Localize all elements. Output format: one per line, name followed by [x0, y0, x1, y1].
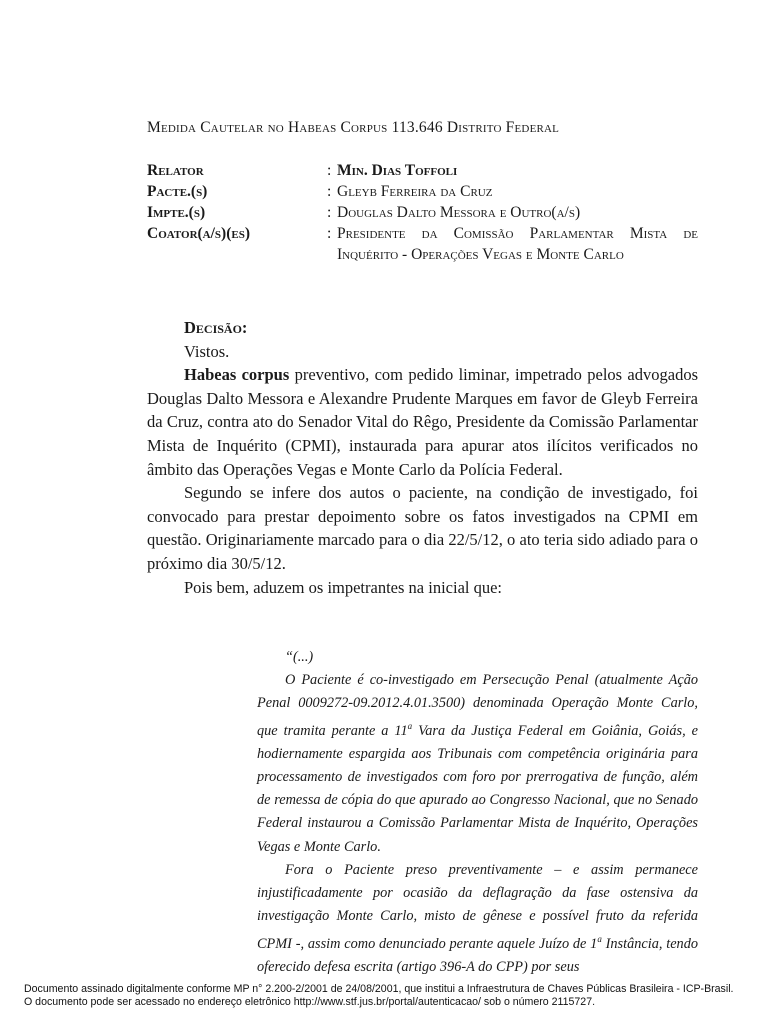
party-label: Impte.(s) [147, 204, 206, 221]
ordinal-superscript: a [407, 721, 413, 732]
quote-text: O Paciente é co-investigado em Persecução Penal (atualmente Ação Penal 0009272-09.2012.4.01.3500) denominada Operação Monte Carlo, que tramita perante a 11 [257, 672, 698, 740]
party-value: Presidente da Comissão Parlamentar Mista de Inquérito - Operações Vegas e Monte Carlo [337, 225, 698, 263]
quote-text: Vara da Justiça Federal em Goiânia, Goiás, e hodiernamente espargida aos Tribunais com competência originária para processamento de investigados com foro por prerrogativa de função, além de remessa de cópia do que apurado ao Congresso Nacional, que no Senado Federal instaurou a Comissão Parlamentar Mista de Inquérito, Operações Vegas e Monte Carlo. [257, 723, 698, 855]
party-value: Gleyb Ferreira da Cruz [337, 183, 493, 200]
habeas-corpus-term: Habeas corpus [184, 365, 290, 385]
parties-block [147, 160, 698, 265]
party-colon: : [327, 162, 332, 179]
paragraph-1 [147, 363, 698, 481]
quote-text: Instância, tendo oferecido defesa escrita (artigo 396-A do CPP) por seus [257, 935, 698, 975]
party-label: Relator [147, 162, 204, 179]
party-row-impte [147, 202, 698, 223]
decision-body [147, 316, 698, 599]
paragraph-1-text: preventivo, com pedido liminar, impetrado pelos advogados Douglas Dalto Messora e Alexandre Prudente Marques em favor de Gleyb Ferreira da Cruz, contra ato do Senador Vital do Rêgo, Presidente da Comissão Parlamentar Mista de Inquérito (CPMI), instaurada para apurar atos ilícitos verificados no âmbito das Operações Vegas e Monte Carlo da Polícia Federal. [147, 365, 698, 479]
document-title: Medida Cautelar no Habeas Corpus 113.646 Distrito Federal [147, 119, 560, 136]
decision-heading: Decisão: [184, 318, 248, 337]
party-row-pacte [147, 181, 698, 202]
quote-open: “(...) [285, 649, 314, 665]
party-row-coator [147, 223, 698, 265]
party-row-relator [147, 160, 698, 181]
vistos-line: Vistos. [184, 341, 230, 361]
quote-paragraph-1 [257, 669, 698, 859]
party-colon: : [327, 225, 332, 242]
party-label: Pacte.(s) [147, 183, 208, 200]
party-value: Douglas Dalto Messora e Outro(a/s) [337, 204, 581, 221]
party-value: Min. Dias Toffoli [337, 162, 458, 179]
paragraph-3: Pois bem, aduzem os impetrantes na inicial que: [184, 577, 503, 597]
quote-paragraph-2 [257, 859, 698, 979]
party-label: Coator(a/s)(es) [147, 225, 250, 242]
party-colon: : [327, 204, 332, 221]
ordinal-superscript: a [597, 933, 602, 944]
party-colon: : [327, 183, 332, 200]
digital-signature-footer: Documento assinado digitalmente conforme MP n° 2.200-2/2001 de 24/08/2001, que institui a Infraestrutura de Chaves Públicas Brasileira - ICP-Brasil. O documento pode ser acessado no endereço eletrônico http://www.stf.jus.br/portal/autenticacao/ sob o número 2115727. [24, 983, 734, 1008]
paragraph-2: Segundo se infere dos autos o paciente, na condição de investigado, foi convocado para prestar depoimento sobre os fatos investigados na CPMI em questão. Originariamente marcado para o dia 22/5/12, o ato teria sido adiado para o próximo dia 30/5/12. [147, 483, 698, 573]
quote-text: Fora o Paciente preso preventivamente – e assim permanece injustificadamente por ocasião da deflagração da fase ostensiva da investigação Monte Carlo, misto de gênese e possível fruto da referida CPMI -, assim como denunciado perante aquele Juízo de 1 [257, 861, 698, 952]
block-quote [257, 646, 698, 979]
